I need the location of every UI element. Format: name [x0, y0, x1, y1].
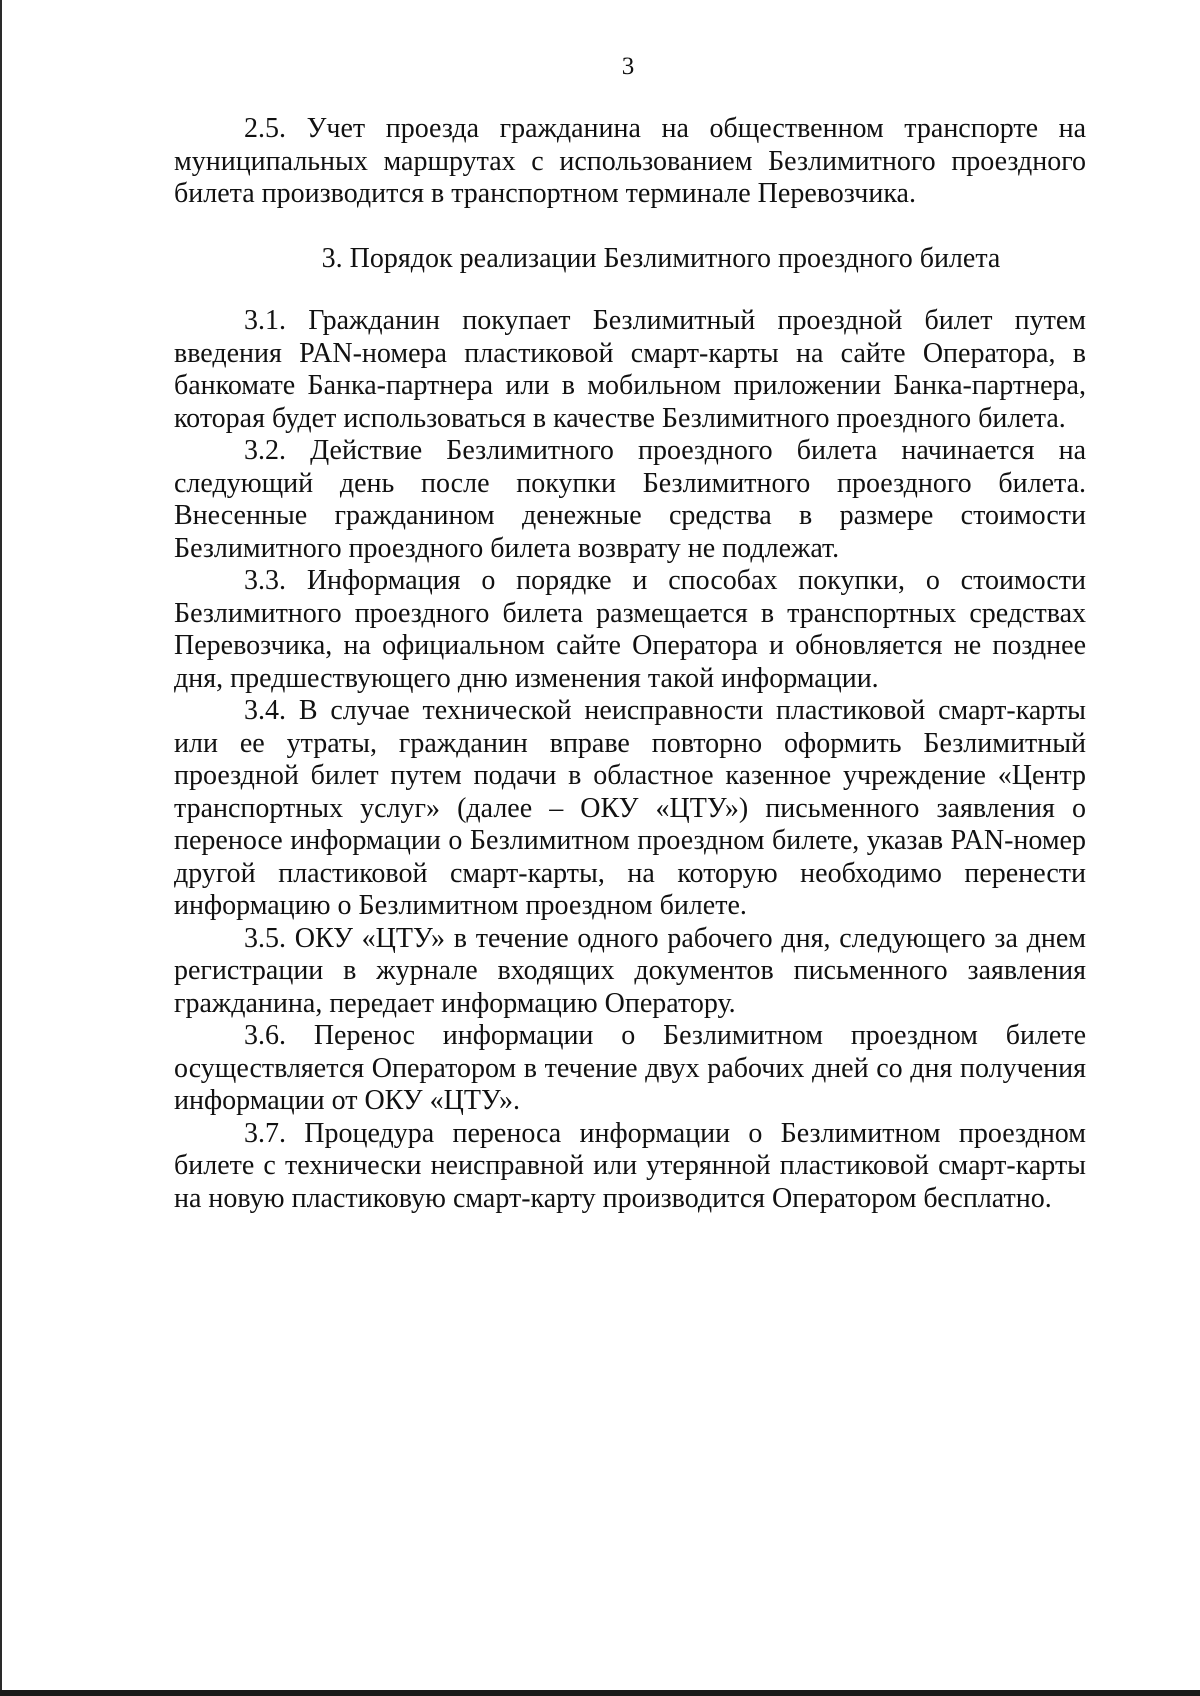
- scan-bottom-edge: [0, 1690, 1200, 1696]
- paragraph-3-7: 3.7. Процедура переноса информации о Безлимитном проездном билете с технически неисправной или утерянной пластиковой смарт-карты на новую пластиковую смарт-карту производится Оператором бесплатно.: [174, 1117, 1086, 1214]
- scan-left-edge: [0, 0, 2, 1696]
- paragraph-3-3: 3.3. Информация о порядке и способах покупки, о стоимости Безлимитного проездного билета размещается в транспортных средствах Перевозчика, на официальном сайте Оператора и обновляется не позднее дня, предшествующего дню изменения такой информации.: [174, 565, 1086, 694]
- section-3-heading: 3. Порядок реализации Безлимитного проездного билета: [321, 242, 1001, 274]
- document-body: [174, 113, 1086, 1215]
- paragraph-3-2: 3.2. Действие Безлимитного проездного билета начинается на следующий день после покупки Безлимитного проездного билета. Внесенные гражданином денежные средства в размере стоимости Безлимитного проездного билета возврату не подлежат.: [174, 435, 1086, 564]
- paragraph-3-1: 3.1. Гражданин покупает Безлимитный проездной билет путем введения PAN-номера пластиковой смарт-карты на сайте Оператора, в банкомате Банка-партнера или в мобильном приложении Банка-партнера, которая будет использоваться в качестве Безлимитного проездного билета.: [174, 305, 1086, 434]
- paragraph-3-6: 3.6. Перенос информации о Безлимитном проездном билете осуществляется Оператором в течение двух рабочих дней со дня получения информации от ОКУ «ЦТУ».: [174, 1020, 1086, 1116]
- page-number: 3: [621, 53, 635, 80]
- paragraph-3-4: 3.4. В случае технической неисправности пластиковой смарт-карты или ее утраты, гражданин вправе повторно оформить Безлимитный проездной билет путем подачи в областное казенное учреждение «Центр транспортных услуг» (далее – ОКУ «ЦТУ») письменного заявления о переносе информации о Безлимитном проездном билете, указав PAN-номер другой пластиковой смарт-карты, на которую необходимо перенести информацию о Безлимитном проездном билете.: [174, 695, 1086, 921]
- paragraph-2-5: 2.5. Учет проезда гражданина на общественном транспорте на муниципальных маршрутах с использованием Безлимитного проездного билета производится в транспортном терминале Перевозчика.: [174, 113, 1086, 209]
- paragraph-3-5: 3.5. ОКУ «ЦТУ» в течение одного рабочего дня, следующего за днем регистрации в журнале входящих документов письменного заявления гражданина, передает информацию Оператору.: [174, 922, 1086, 1019]
